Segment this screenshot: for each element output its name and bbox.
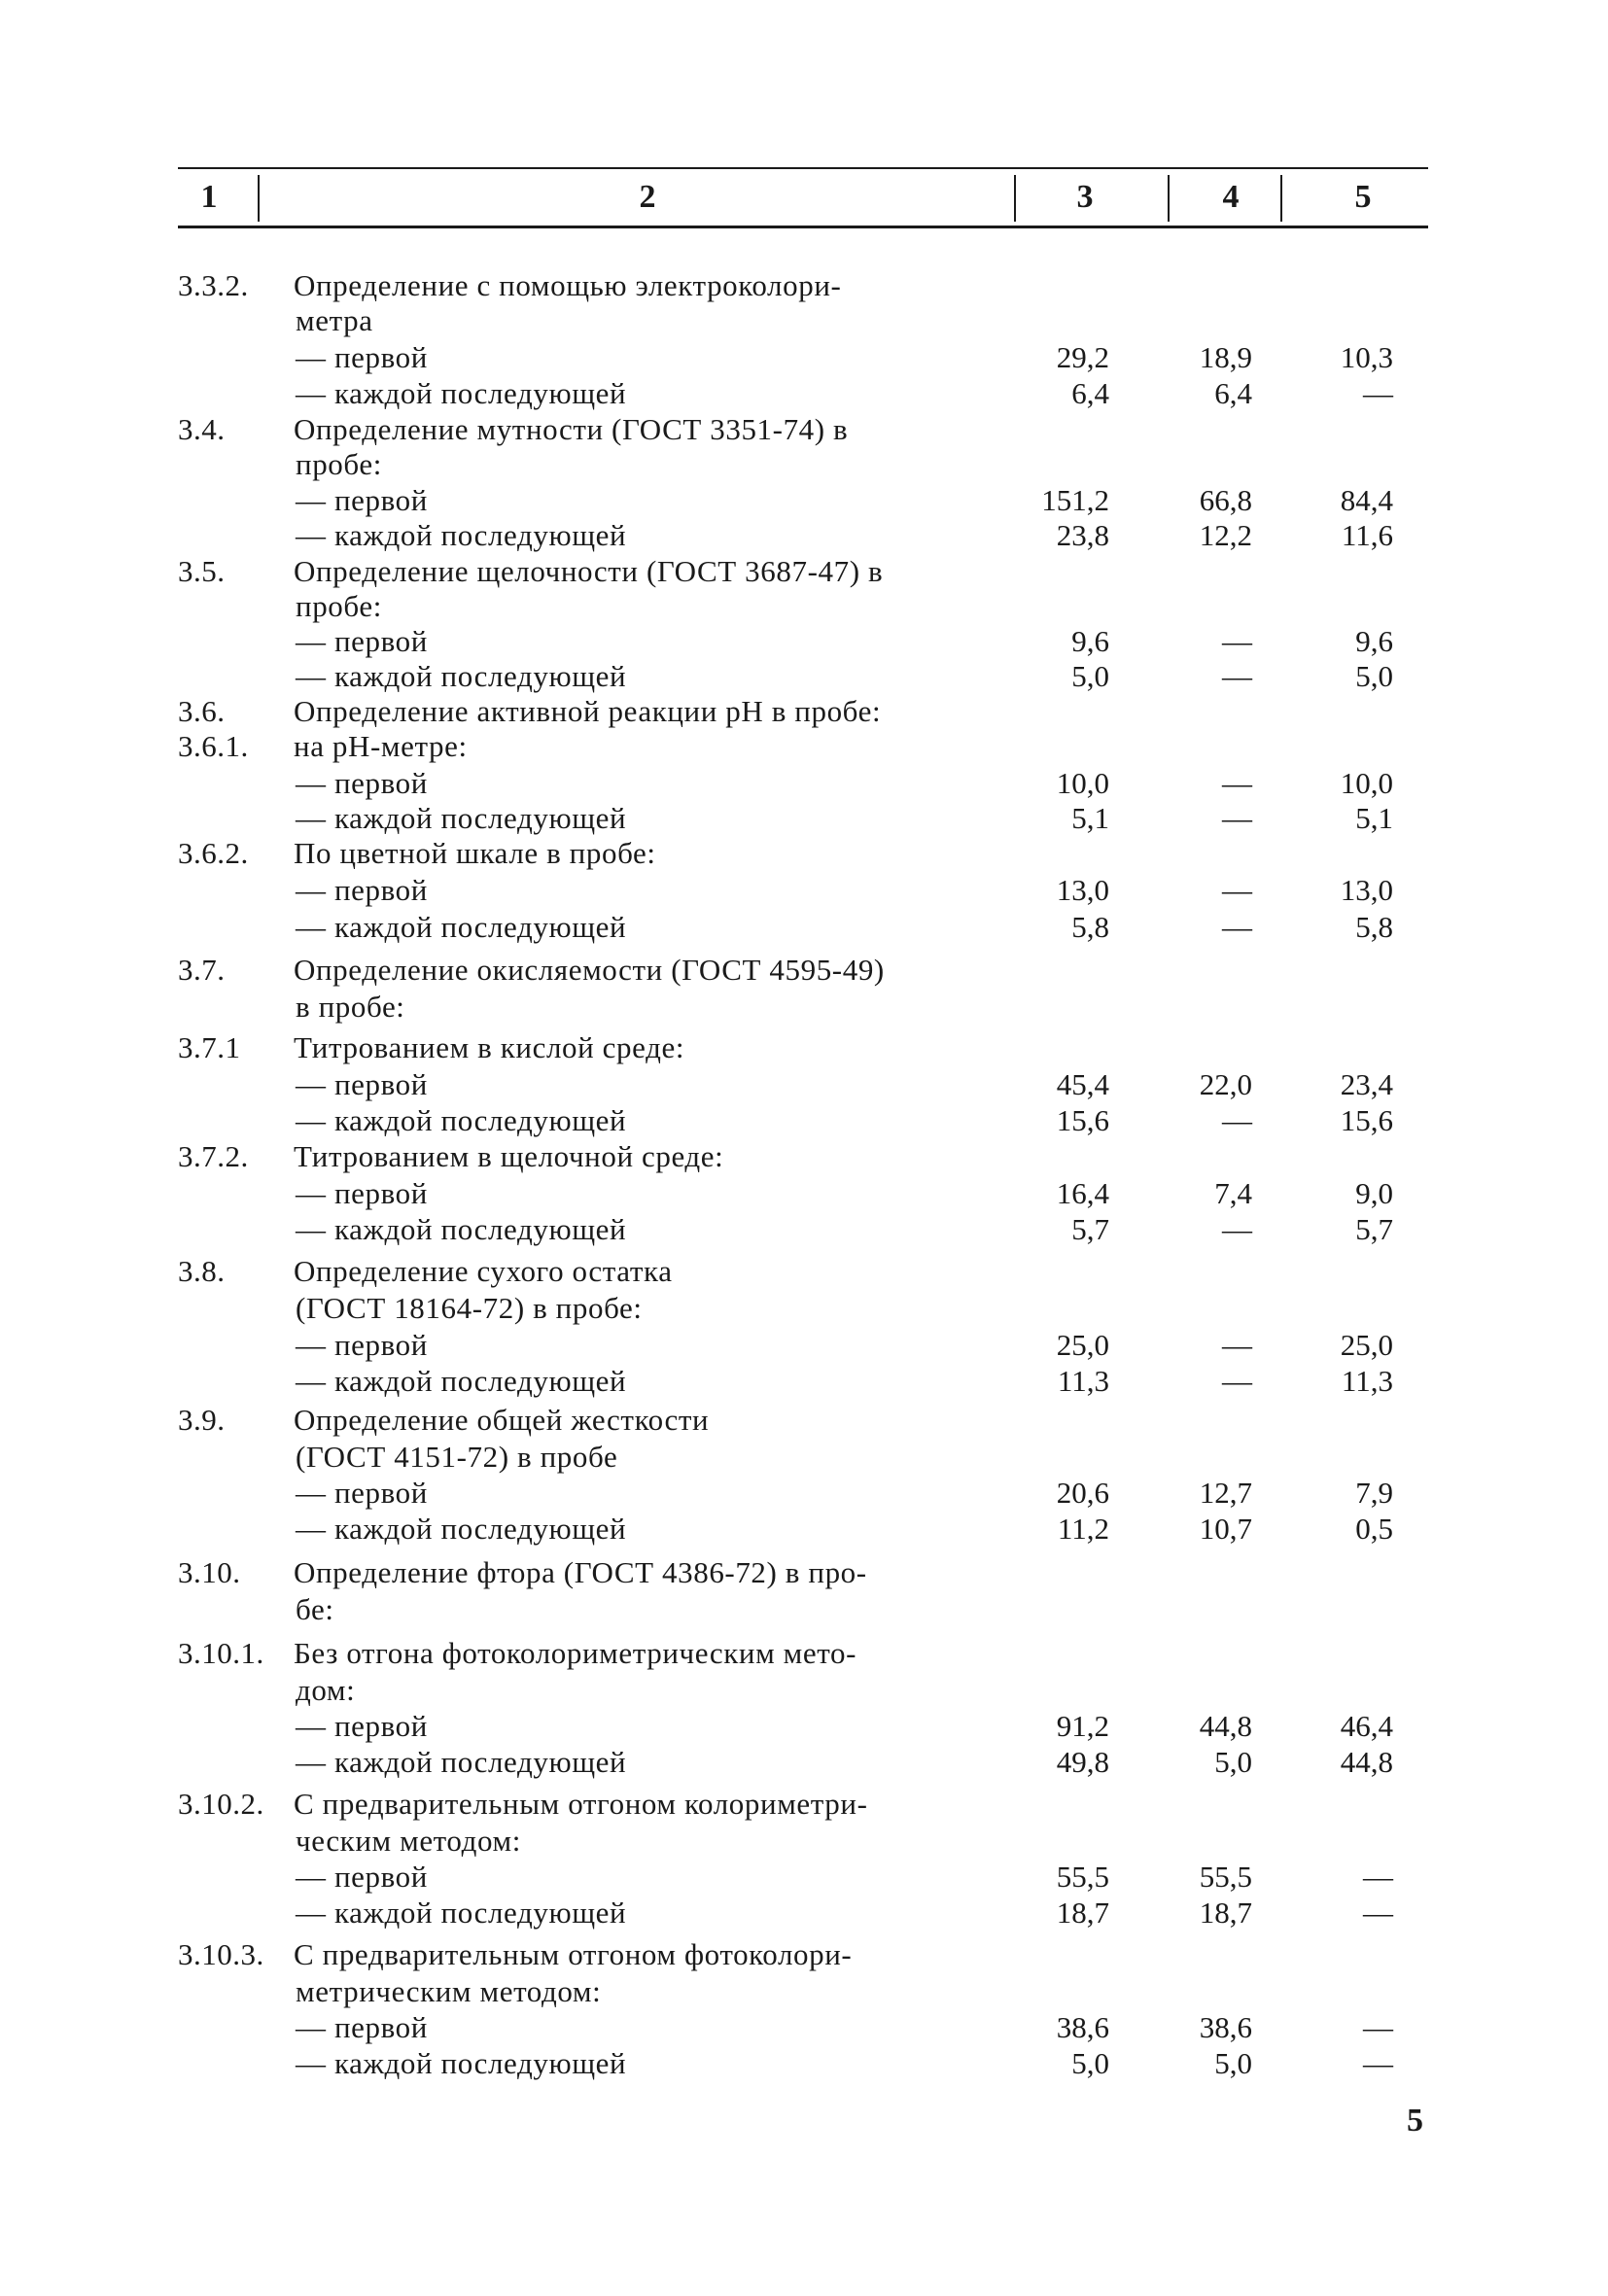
- table-row: [0, 1328, 1608, 1363]
- item-description: Определение мутности (ГОСТ 3351-74) в: [294, 412, 849, 446]
- value-col-4: —: [1222, 873, 1252, 907]
- item-description: — каждой последующей: [296, 1896, 627, 1930]
- value-col-5: 10,3: [1340, 340, 1393, 374]
- item-description: Определение с помощью электроколори-: [294, 268, 842, 302]
- item-number: 3.7.1: [178, 1030, 241, 1064]
- item-number: 3.7.2.: [178, 1139, 249, 1173]
- value-col-3: 91,2: [1056, 1709, 1109, 1743]
- table-row: [0, 1030, 1608, 1065]
- item-description: С предварительным отгоном колориметри-: [294, 1787, 868, 1821]
- item-number: 3.10.3.: [178, 1937, 264, 1971]
- table-row: [0, 518, 1608, 553]
- value-col-4: —: [1222, 659, 1252, 693]
- value-col-4: 18,9: [1199, 340, 1252, 374]
- value-col-4: 66,8: [1199, 483, 1252, 517]
- table-row: [0, 1860, 1608, 1895]
- table-row: [0, 910, 1608, 945]
- value-col-4: 5,0: [1214, 1745, 1252, 1779]
- table-row: [0, 447, 1608, 482]
- item-description: — первой: [296, 1709, 428, 1743]
- value-col-5: 23,4: [1340, 1067, 1393, 1101]
- item-description: — первой: [296, 1860, 428, 1894]
- table-row: [0, 2046, 1608, 2081]
- item-number: 3.4.: [178, 412, 226, 446]
- value-col-4: 7,4: [1214, 1176, 1252, 1210]
- table-row: [0, 1636, 1608, 1671]
- value-col-5: —: [1363, 2046, 1393, 2080]
- item-description: — каждой последующей: [296, 376, 627, 410]
- item-description: — каждой последующей: [296, 910, 627, 944]
- value-col-4: 18,7: [1199, 1896, 1252, 1930]
- table-row: [0, 1512, 1608, 1547]
- item-description: — каждой последующей: [296, 2046, 627, 2080]
- value-col-5: —: [1363, 1896, 1393, 1930]
- value-col-3: 16,4: [1056, 1176, 1109, 1210]
- table-row: [0, 1896, 1608, 1931]
- value-col-5: 5,7: [1355, 1212, 1393, 1246]
- table-row: [0, 990, 1608, 1025]
- item-description: — первой: [296, 873, 428, 907]
- table-header-rule: [178, 226, 1428, 228]
- item-description: — каждой последующей: [296, 1364, 627, 1398]
- value-col-5: 5,8: [1355, 910, 1393, 944]
- item-description: — каждой последующей: [296, 659, 627, 693]
- item-number: 3.10.1.: [178, 1636, 264, 1670]
- table-row: [0, 2010, 1608, 2045]
- item-description: Определение сухого остатка: [294, 1254, 673, 1288]
- value-col-3: 49,8: [1056, 1745, 1109, 1779]
- item-number: 3.8.: [178, 1254, 226, 1288]
- value-col-4: 12,7: [1199, 1476, 1252, 1510]
- table-row: [0, 1103, 1608, 1138]
- value-col-5: —: [1363, 376, 1393, 410]
- value-col-5: 46,4: [1340, 1709, 1393, 1743]
- value-col-4: —: [1222, 801, 1252, 835]
- value-col-5: 5,0: [1355, 659, 1393, 693]
- column-header-3: 3: [1076, 179, 1094, 215]
- table-row: [0, 1403, 1608, 1438]
- item-description: пробе:: [296, 589, 382, 623]
- table-row: [0, 1139, 1608, 1174]
- table-row: [0, 1291, 1608, 1326]
- item-description: ческим методом:: [296, 1824, 521, 1858]
- table-row: [0, 303, 1608, 338]
- value-col-3: 151,2: [1041, 483, 1109, 517]
- value-col-3: 25,0: [1056, 1328, 1109, 1362]
- column-header-5: 5: [1354, 179, 1372, 215]
- item-description: — каждой последующей: [296, 1212, 627, 1246]
- value-col-3: 15,6: [1056, 1103, 1109, 1137]
- value-col-3: 13,0: [1056, 873, 1109, 907]
- value-col-4: 38,6: [1199, 2010, 1252, 2044]
- item-description: дом:: [296, 1673, 356, 1707]
- value-col-5: 13,0: [1340, 873, 1393, 907]
- value-col-4: —: [1222, 1103, 1252, 1137]
- item-description: — первой: [296, 340, 428, 374]
- table-row: [0, 376, 1608, 411]
- value-col-5: —: [1363, 2010, 1393, 2044]
- table-row: [0, 624, 1608, 659]
- value-col-4: —: [1222, 910, 1252, 944]
- table-row: [0, 1592, 1608, 1627]
- table-row: [0, 729, 1608, 764]
- table-row: [0, 340, 1608, 375]
- item-description: метра: [296, 303, 373, 337]
- item-number: 3.6.2.: [178, 836, 249, 870]
- table-row: [0, 268, 1608, 303]
- value-col-5: 15,6: [1340, 1103, 1393, 1137]
- table-row: [0, 873, 1608, 908]
- table-row: [0, 836, 1608, 871]
- item-description: — каждой последующей: [296, 1512, 627, 1546]
- item-description: — каждой последующей: [296, 1103, 627, 1137]
- value-col-5: 10,0: [1340, 766, 1393, 800]
- value-col-5: 9,0: [1355, 1176, 1393, 1210]
- value-col-3: 5,7: [1071, 1212, 1109, 1246]
- item-description: в пробе:: [296, 990, 405, 1024]
- item-description: Определение общей жесткости: [294, 1403, 710, 1437]
- value-col-5: 11,6: [1341, 518, 1393, 552]
- value-col-4: 55,5: [1199, 1860, 1252, 1894]
- table-row: [0, 766, 1608, 801]
- value-col-3: 9,6: [1071, 624, 1109, 658]
- table-row: [0, 1476, 1608, 1511]
- item-description: (ГОСТ 4151-72) в пробе: [296, 1440, 618, 1474]
- value-col-4: 44,8: [1199, 1709, 1252, 1743]
- value-col-5: 9,6: [1355, 624, 1393, 658]
- item-description: — первой: [296, 766, 428, 800]
- column-separator: [1168, 175, 1170, 222]
- item-description: Определение щелочности (ГОСТ 3687-47) в: [294, 554, 884, 588]
- table-row: [0, 1709, 1608, 1744]
- value-col-4: —: [1222, 766, 1252, 800]
- item-description: Определение активной реакции pH в пробе:: [294, 694, 882, 728]
- column-separator: [1014, 175, 1016, 222]
- value-col-3: 45,4: [1056, 1067, 1109, 1101]
- value-col-4: —: [1222, 1212, 1252, 1246]
- item-number: 3.5.: [178, 554, 226, 588]
- table-row: [0, 659, 1608, 694]
- value-col-5: 0,5: [1355, 1512, 1393, 1546]
- item-description: — каждой последующей: [296, 518, 627, 552]
- item-description: Определение окисляемости (ГОСТ 4595-49): [294, 953, 885, 987]
- item-description: По цветной шкале в пробе:: [294, 836, 656, 870]
- table-row: [0, 1824, 1608, 1859]
- value-col-3: 55,5: [1056, 1860, 1109, 1894]
- table-row: [0, 1212, 1608, 1247]
- value-col-3: 5,1: [1071, 801, 1109, 835]
- value-col-3: 11,2: [1057, 1512, 1109, 1546]
- table-row: [0, 1364, 1608, 1399]
- item-description: — первой: [296, 2010, 428, 2044]
- item-description: бе:: [296, 1592, 334, 1626]
- table-row: [0, 1254, 1608, 1289]
- value-col-5: —: [1363, 1860, 1393, 1894]
- column-header-4: 4: [1222, 179, 1240, 215]
- item-description: — каждой последующей: [296, 1745, 627, 1779]
- table-row: [0, 554, 1608, 589]
- value-col-4: 5,0: [1214, 2046, 1252, 2080]
- item-description: — первой: [296, 1067, 428, 1101]
- item-number: 3.9.: [178, 1403, 226, 1437]
- value-col-3: 38,6: [1056, 2010, 1109, 2044]
- value-col-3: 23,8: [1056, 518, 1109, 552]
- page-number: 5: [1407, 2103, 1423, 2139]
- value-col-3: 20,6: [1056, 1476, 1109, 1510]
- item-description: Титрованием в щелочной среде:: [294, 1139, 724, 1173]
- column-header-1: 1: [200, 179, 218, 215]
- item-description: (ГОСТ 18164-72) в пробе:: [296, 1291, 643, 1325]
- table-row: [0, 953, 1608, 988]
- table-row: [0, 1937, 1608, 1972]
- table-row: [0, 483, 1608, 518]
- value-col-5: 7,9: [1355, 1476, 1393, 1510]
- value-col-4: 12,2: [1199, 518, 1252, 552]
- value-col-4: —: [1222, 624, 1252, 658]
- table-row: [0, 1787, 1608, 1822]
- item-description: Определение фтора (ГОСТ 4386-72) в про-: [294, 1555, 867, 1589]
- table-row: [0, 1974, 1608, 2009]
- item-description: — каждой последующей: [296, 801, 627, 835]
- item-number: 3.3.2.: [178, 268, 249, 302]
- table-row: [0, 1440, 1608, 1475]
- value-col-4: —: [1222, 1364, 1252, 1398]
- table-row: [0, 1176, 1608, 1211]
- column-separator: [1280, 175, 1282, 222]
- table-row: [0, 1673, 1608, 1708]
- value-col-5: 84,4: [1340, 483, 1393, 517]
- value-col-3: 5,0: [1071, 2046, 1109, 2080]
- table-row: [0, 1745, 1608, 1780]
- table-row: [0, 1067, 1608, 1102]
- value-col-4: 6,4: [1214, 376, 1252, 410]
- value-col-5: 5,1: [1355, 801, 1393, 835]
- table-row: [0, 412, 1608, 447]
- table-header: [0, 169, 1608, 226]
- table-row: [0, 801, 1608, 836]
- item-description: Без отгона фотоколориметрическим мето-: [294, 1636, 856, 1670]
- table-row: [0, 694, 1608, 729]
- table-row: [0, 589, 1608, 624]
- value-col-4: 22,0: [1199, 1067, 1252, 1101]
- table-row: [0, 1555, 1608, 1590]
- column-separator: [258, 175, 260, 222]
- item-description: — первой: [296, 1476, 428, 1510]
- value-col-3: 5,0: [1071, 659, 1109, 693]
- value-col-4: 10,7: [1199, 1512, 1252, 1546]
- item-description: пробе:: [296, 447, 382, 481]
- item-number: 3.7.: [178, 953, 226, 987]
- item-number: 3.6.1.: [178, 729, 249, 763]
- value-col-3: 11,3: [1057, 1364, 1109, 1398]
- value-col-3: 5,8: [1071, 910, 1109, 944]
- value-col-5: 11,3: [1341, 1364, 1393, 1398]
- value-col-4: —: [1222, 1328, 1252, 1362]
- value-col-3: 10,0: [1056, 766, 1109, 800]
- value-col-5: 25,0: [1340, 1328, 1393, 1362]
- item-description: на pH-метре:: [294, 729, 468, 763]
- item-description: С предварительным отгоном фотоколори-: [294, 1937, 853, 1971]
- item-description: — первой: [296, 483, 428, 517]
- item-description: — первой: [296, 1176, 428, 1210]
- item-number: 3.6.: [178, 694, 226, 728]
- value-col-3: 29,2: [1056, 340, 1109, 374]
- value-col-3: 18,7: [1056, 1896, 1109, 1930]
- item-description: метрическим методом:: [296, 1974, 602, 2008]
- item-number: 3.10.: [178, 1555, 241, 1589]
- item-description: — первой: [296, 1328, 428, 1362]
- item-description: Титрованием в кислой среде:: [294, 1030, 685, 1064]
- value-col-5: 44,8: [1340, 1745, 1393, 1779]
- column-header-2: 2: [639, 179, 656, 215]
- item-number: 3.10.2.: [178, 1787, 264, 1821]
- value-col-3: 6,4: [1071, 376, 1109, 410]
- item-description: — первой: [296, 624, 428, 658]
